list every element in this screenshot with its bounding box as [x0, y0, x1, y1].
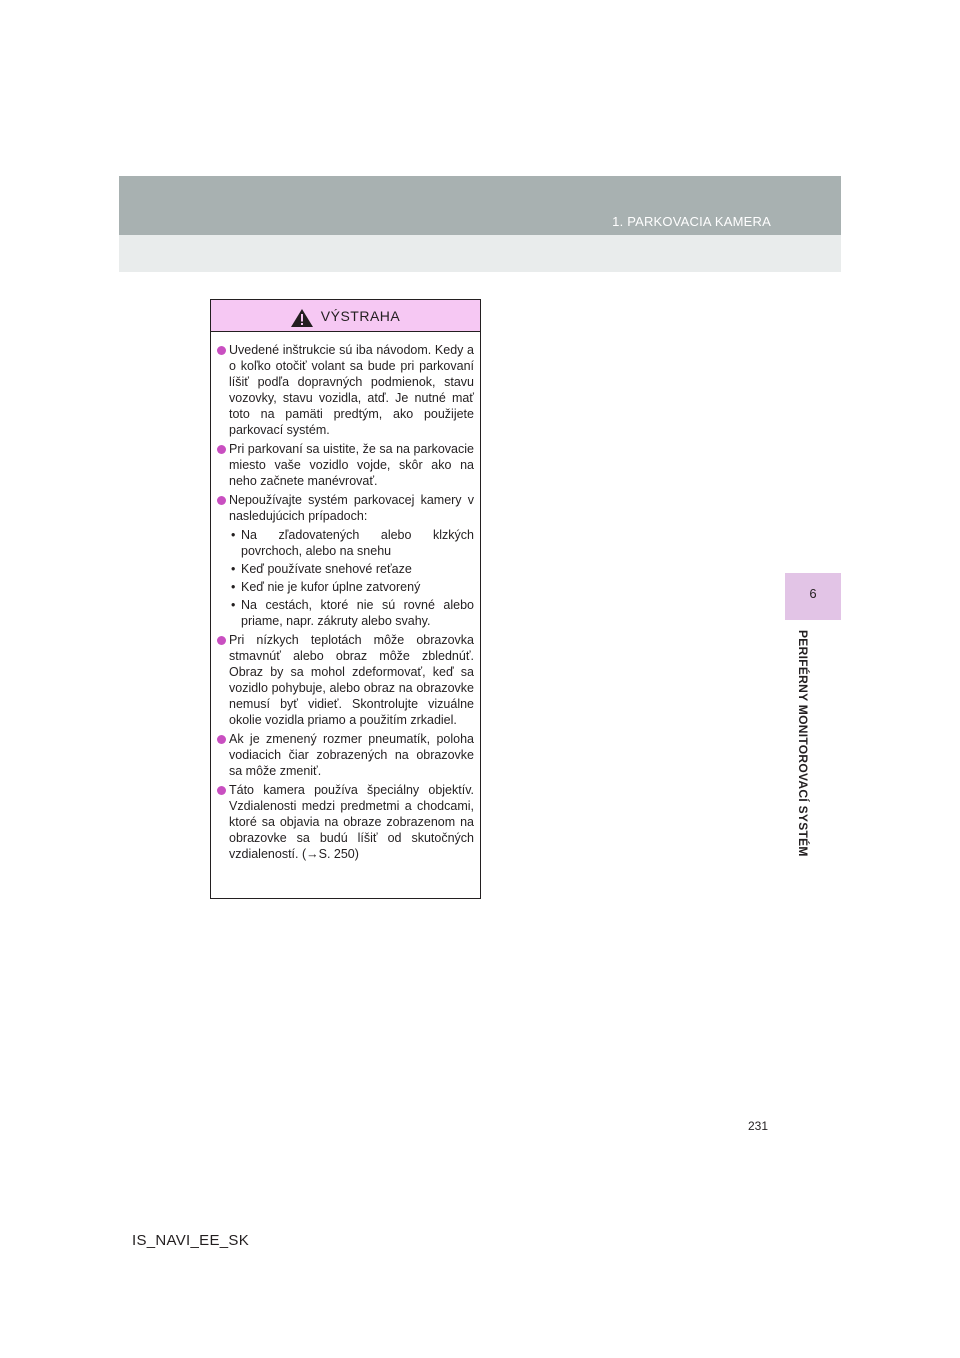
bullet-icon — [217, 445, 226, 454]
section-title: 1. PARKOVACIA KAMERA — [612, 214, 771, 229]
warning-item — [217, 342, 474, 438]
bullet-icon — [217, 496, 226, 505]
page-number: 231 — [748, 1119, 769, 1133]
warning-subitem-text: Keď nie je kufor úplne zatvorený — [241, 580, 421, 594]
warning-item-text: Uvedené inštrukcie sú iba návodom. Kedy a o koľko otočiť volant sa bude pri parkovaní líšiť podľa dopravných podmienok, stavu vozovky, stavu vozidla, atď. Je nutné mať toto na pamäti predtým, ako použijete parkovací systém. — [229, 343, 474, 437]
bullet-icon — [217, 786, 226, 795]
warning-header — [211, 300, 480, 332]
warning-sublist — [229, 527, 474, 629]
warning-box — [210, 299, 481, 899]
footer-code: IS_NAVI_EE_SK — [132, 1232, 250, 1249]
small-dot-icon: • — [231, 598, 236, 612]
header-bar — [119, 176, 841, 235]
warning-item — [217, 632, 474, 728]
warning-subitem-text: Na zľadovatených alebo klzkých povrchoch, alebo na snehu — [241, 528, 474, 558]
small-dot-icon: • — [231, 528, 236, 542]
warning-triangle-icon — [291, 309, 313, 327]
warning-subitem — [229, 561, 474, 577]
header-strip — [119, 235, 841, 272]
warning-subitem — [229, 579, 474, 595]
warning-item — [217, 731, 474, 779]
warning-title: VÝSTRAHA — [320, 307, 401, 324]
chapter-tab[interactable] — [785, 573, 841, 620]
warning-subitem — [229, 527, 474, 559]
warning-item-text: Táto kamera používa špeciálny objektív. Vzdialenosti medzi predmetmi a chodcami, ktoré sa objavia na obraze zobrazenom na obrazovke sa budú líšiť od skutočných vzdialeností. (→S. 250) — [229, 783, 474, 861]
chapter-number: 6 — [809, 586, 817, 601]
warning-item-text: Pri parkovaní sa uistite, že sa na parkovacie miesto vaše vozidlo vojde, skôr ako na neho začnete manévrovať. — [229, 442, 474, 488]
warning-subitem-text: Keď používate snehové reťaze — [241, 562, 412, 576]
warning-subitem — [229, 597, 474, 629]
bullet-icon — [217, 636, 226, 645]
bullet-icon — [217, 735, 226, 744]
warning-item-text: Ak je zmenený rozmer pneumatík, poloha vodiacich čiar zobrazených na obrazovke sa môže zmeniť. — [229, 732, 474, 778]
small-dot-icon: • — [231, 562, 236, 576]
warning-item-text: Pri nízkych teplotách môže obrazovka stmavnúť alebo obraz môže zblednúť. Obraz by sa mohol zdeformovať, keď sa vozidlo pohybuje, alebo obraz na obrazovke nemusí byť vidieť. Skontrolujte vizuálne okolie vozidla priamo a použitím zrkadiel. — [229, 633, 474, 727]
warning-body — [211, 332, 480, 862]
warning-subitem-text: Na cestách, ktoré nie sú rovné alebo priame, napr. zákruty alebo svahy. — [241, 598, 474, 628]
bullet-icon — [217, 346, 226, 355]
warning-item — [217, 441, 474, 489]
chapter-title: PERIFÉRNY MONITOROVACÍ SYSTÉM — [796, 630, 810, 857]
warning-item-text: Nepoužívajte systém parkovacej kamery v nasledujúcich prípadoch: — [229, 493, 474, 523]
warning-item — [217, 492, 474, 629]
small-dot-icon: • — [231, 580, 236, 594]
warning-item — [217, 782, 474, 862]
